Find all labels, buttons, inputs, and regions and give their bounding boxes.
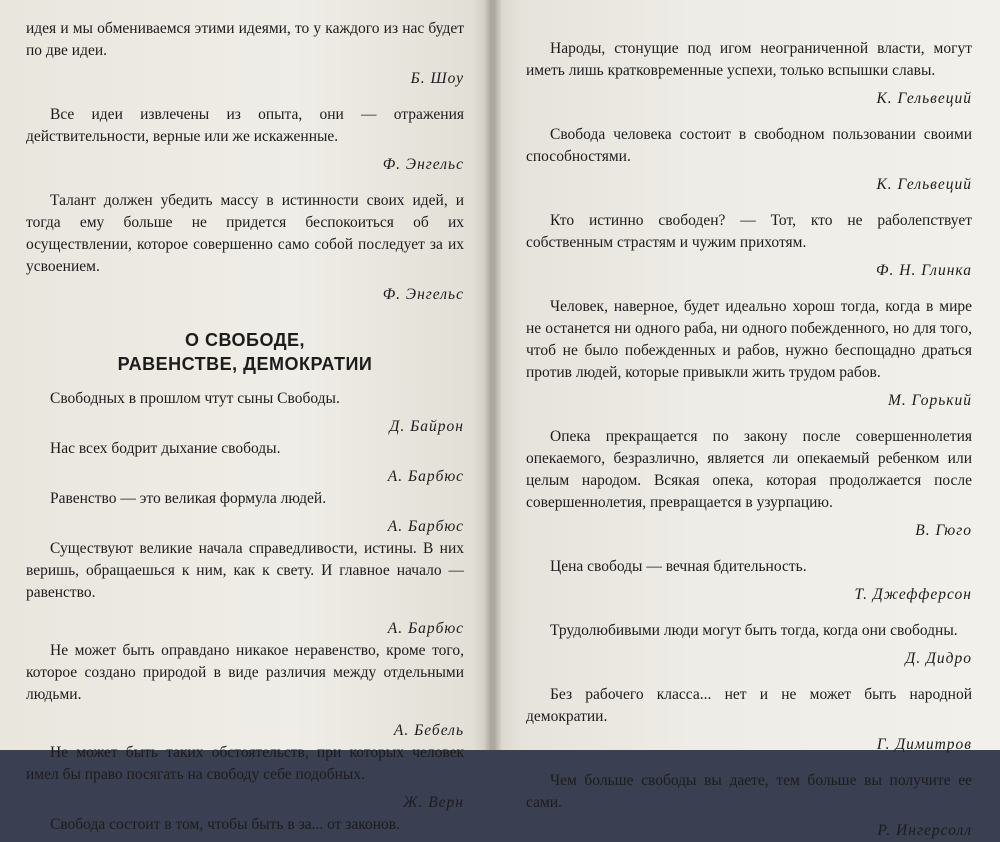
quote-text: Свободных в прошлом чтут сыны Свободы.: [50, 390, 340, 407]
left-page: [0, 0, 492, 833]
quote-author: К. Гельвеций: [876, 90, 972, 107]
quote-block: [26, 438, 464, 488]
quote-text: Цена свободы — вечная бдительность.: [550, 558, 807, 575]
quote-author: Т. Джефферсон: [854, 586, 972, 603]
section-title: [26, 328, 464, 376]
right-page: [492, 0, 1000, 839]
quote-author: М. Горький: [888, 392, 972, 409]
quote-text: Не может быть таких обстоятельств, при которых человек имел бы право посягать на свободу себе подобных.: [26, 744, 464, 783]
quote-text: Нас всех бодрит дыхание свободы.: [50, 440, 281, 457]
quote-text: Талант должен убедить массу в истинности своих идей, и тогда ему больше не придется беспокоиться об их осуществлении, которое совершенно само собой последует за их усвоением.: [26, 192, 464, 275]
quote-text: Существуют великие начала справедливости, истины. В них веришь, обращаешься к ним, как к свету. И главное начало — равенство.: [26, 540, 464, 601]
quote-author: А. Барбюс: [387, 518, 464, 535]
quote-block: [526, 296, 972, 412]
quote-block: [526, 620, 972, 670]
quote-block: [26, 18, 464, 90]
quote-text: Человек, наверное, будет идеально хорош тогда, когда в мире не останется ни одного раба, ни одного побежденного, но для того, чтоб не было побежденных и рабов, нужно беспощадно драться против людей, которые привыкли жить трудом рабов.: [526, 298, 972, 381]
quote-text: Трудолюбивыми люди могут быть тогда, когда они свободны.: [550, 622, 958, 639]
quote-block: [526, 38, 972, 110]
quote-block: [526, 684, 972, 756]
quote-author: Р. Ингерсолл: [877, 822, 972, 839]
quote-block: [526, 426, 972, 542]
quote-author: Ж. Верн: [403, 794, 464, 811]
quote-block: [526, 210, 972, 282]
quote-block: [26, 640, 464, 742]
quote-block: [526, 770, 972, 842]
quote-block: [526, 124, 972, 196]
quote-author: К. Гельвеций: [876, 176, 972, 193]
quote-author: Ф. Энгельс: [382, 156, 464, 173]
quote-text: Все идеи извлечены из опыта, они — отражения действительности, верные или же искаженные.: [26, 106, 464, 145]
quote-author: В. Гюго: [915, 522, 972, 539]
quote-text: Свобода состоит в том, чтобы быть в за... от законов.: [50, 816, 400, 833]
quote-author: Г. Димитров: [876, 736, 972, 753]
section-title-line-1: О СВОБОДЕ,: [184, 330, 306, 350]
quote-text: Не может быть оправдано никакое неравенство, кроме того, которое создано природой в виде различия между отдельными людьми.: [26, 642, 464, 703]
section-title-line-2: РАВЕНСТВЕ, ДЕМОКРАТИИ: [117, 354, 373, 374]
quote-block: [26, 742, 464, 814]
quote-author: Ф. Н. Глинка: [876, 262, 972, 279]
quote-author: А. Барбюс: [387, 468, 464, 485]
quote-author: А. Бебель: [393, 722, 464, 739]
quote-author: Б. Шоу: [410, 70, 464, 87]
quote-text: Свобода человека состоит в свободном пользовании своими способностями.: [526, 126, 972, 165]
quote-text: Кто истинно свободен? — Тот, кто не раболепствует собственным страстям и чужим прихотям.: [526, 212, 972, 251]
quote-author: Ф. Энгельс: [382, 286, 464, 303]
quote-block: [26, 190, 464, 306]
quote-text: Народы, стонущие под игом неограниченной власти, могут иметь лишь кратковременные успехи, только вспышки славы.: [526, 40, 972, 79]
quote-text: Равенство — это великая формула людей.: [50, 490, 327, 507]
quote-block: [26, 488, 464, 538]
quote-block: [526, 556, 972, 606]
quote-block: [26, 814, 464, 836]
quote-author: Д. Байрон: [389, 418, 464, 435]
quote-text: Без рабочего класса... нет и не может быть народной демократии.: [526, 686, 972, 725]
quote-text: Опека прекращается по закону после совершеннолетия опекаемого, безразлично, является ли опекаемый ребенком или целым народом. Всякая опека, которая продолжается после совершеннолетия, превращается в узурпацию.: [526, 428, 972, 511]
quote-author: Д. Дидро: [905, 650, 972, 667]
quote-text: Чем больше свободы вы даете, тем больше вы получите ее сами.: [526, 772, 972, 811]
quote-block: [26, 538, 464, 640]
quote-author: А. Барбюс: [387, 620, 464, 637]
quote-block: [26, 388, 464, 438]
quote-block: [26, 104, 464, 176]
quote-text: идея и мы обмениваемся этими идеями, то у каждого из нас будет по две идеи.: [26, 20, 464, 59]
